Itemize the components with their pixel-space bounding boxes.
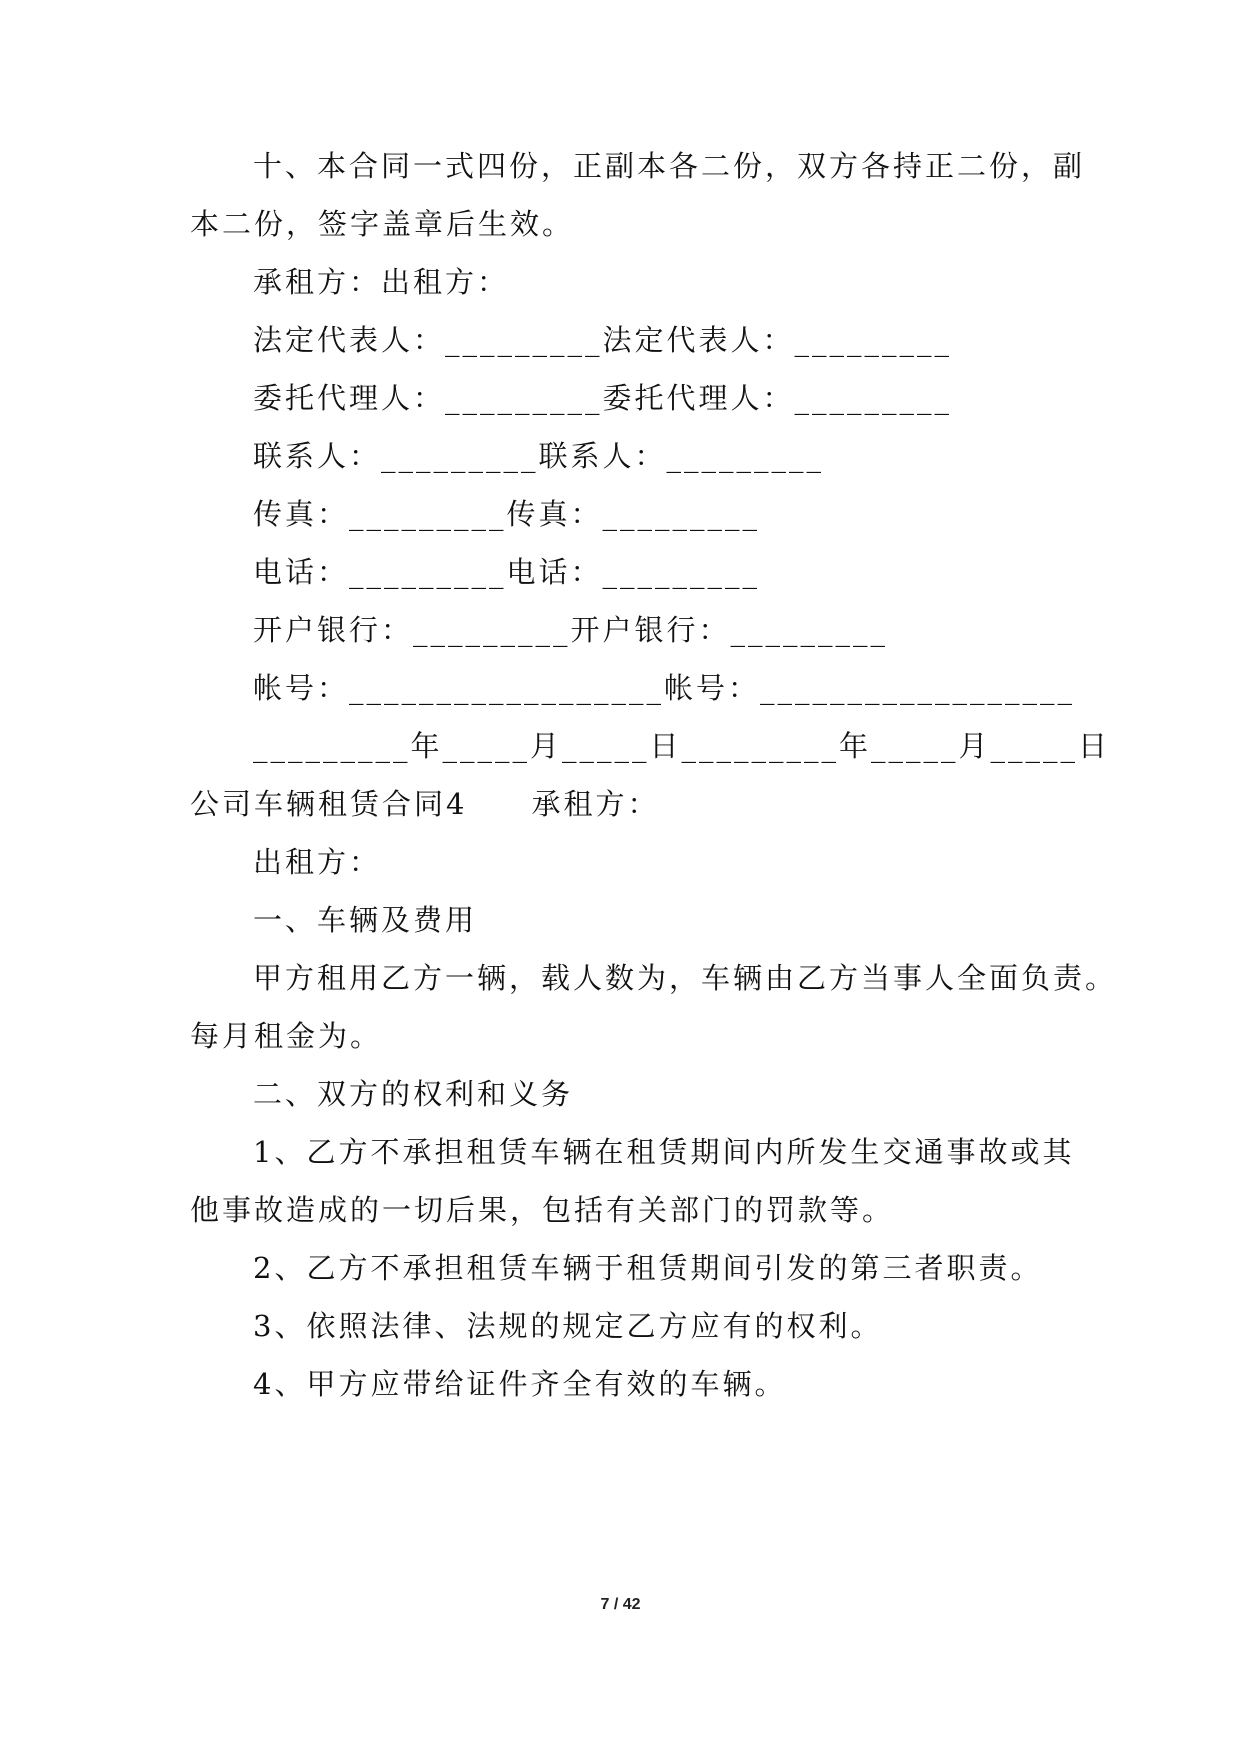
contract-title-line: 公司车辆租赁合同4 承租方： xyxy=(190,787,660,821)
paragraph-line: 4、甲方应带给证件齐全有效的车辆。 xyxy=(253,1367,787,1401)
date-field: _________年_____月_____日_________年_____月_____日 xyxy=(253,729,1111,763)
signatory-header: 承租方：出租方： xyxy=(253,265,510,299)
lessor-line: 出租方： xyxy=(253,845,382,879)
paragraph-line: 他事故造成的一切后果，包括有关部门的罚款等。 xyxy=(190,1193,895,1227)
fax-field: 传真：_________传真：_________ xyxy=(253,497,761,531)
paragraph-line: 1、乙方不承担租赁车辆在租赁期间内所发生交通事故或其 xyxy=(253,1135,1075,1169)
section-heading: 一、车辆及费用 xyxy=(253,903,478,937)
paragraph-line: 本二份，签字盖章后生效。 xyxy=(190,207,575,241)
page-number: 7 / 42 xyxy=(600,1596,641,1613)
account-number-field: 帐号：__________________帐号：__________________ xyxy=(253,671,1076,705)
legal-representative-field: 法定代表人：_________法定代表人：_________ xyxy=(253,323,953,357)
paragraph-line: 每月租金为。 xyxy=(190,1019,383,1053)
paragraph-line: 十、本合同一式四份，正副本各二份，双方各持正二份，副 xyxy=(253,149,1086,183)
phone-field: 电话：_________电话：_________ xyxy=(253,555,761,589)
paragraph-line: 甲方租用乙方一辆，载人数为，车辆由乙方当事人全面负责。 xyxy=(253,961,1118,995)
section-heading: 二、双方的权利和义务 xyxy=(253,1077,574,1111)
paragraph-line: 2、乙方不承担租赁车辆于租赁期间引发的第三者职责。 xyxy=(253,1251,1043,1285)
contact-person-field: 联系人：_________联系人：_________ xyxy=(253,439,825,473)
paragraph-line: 3、依照法律、法规的规定乙方应有的权利。 xyxy=(253,1309,883,1343)
authorized-agent-field: 委托代理人：_________委托代理人：_________ xyxy=(253,381,953,415)
bank-field: 开户银行：_________开户银行：_________ xyxy=(253,613,889,647)
